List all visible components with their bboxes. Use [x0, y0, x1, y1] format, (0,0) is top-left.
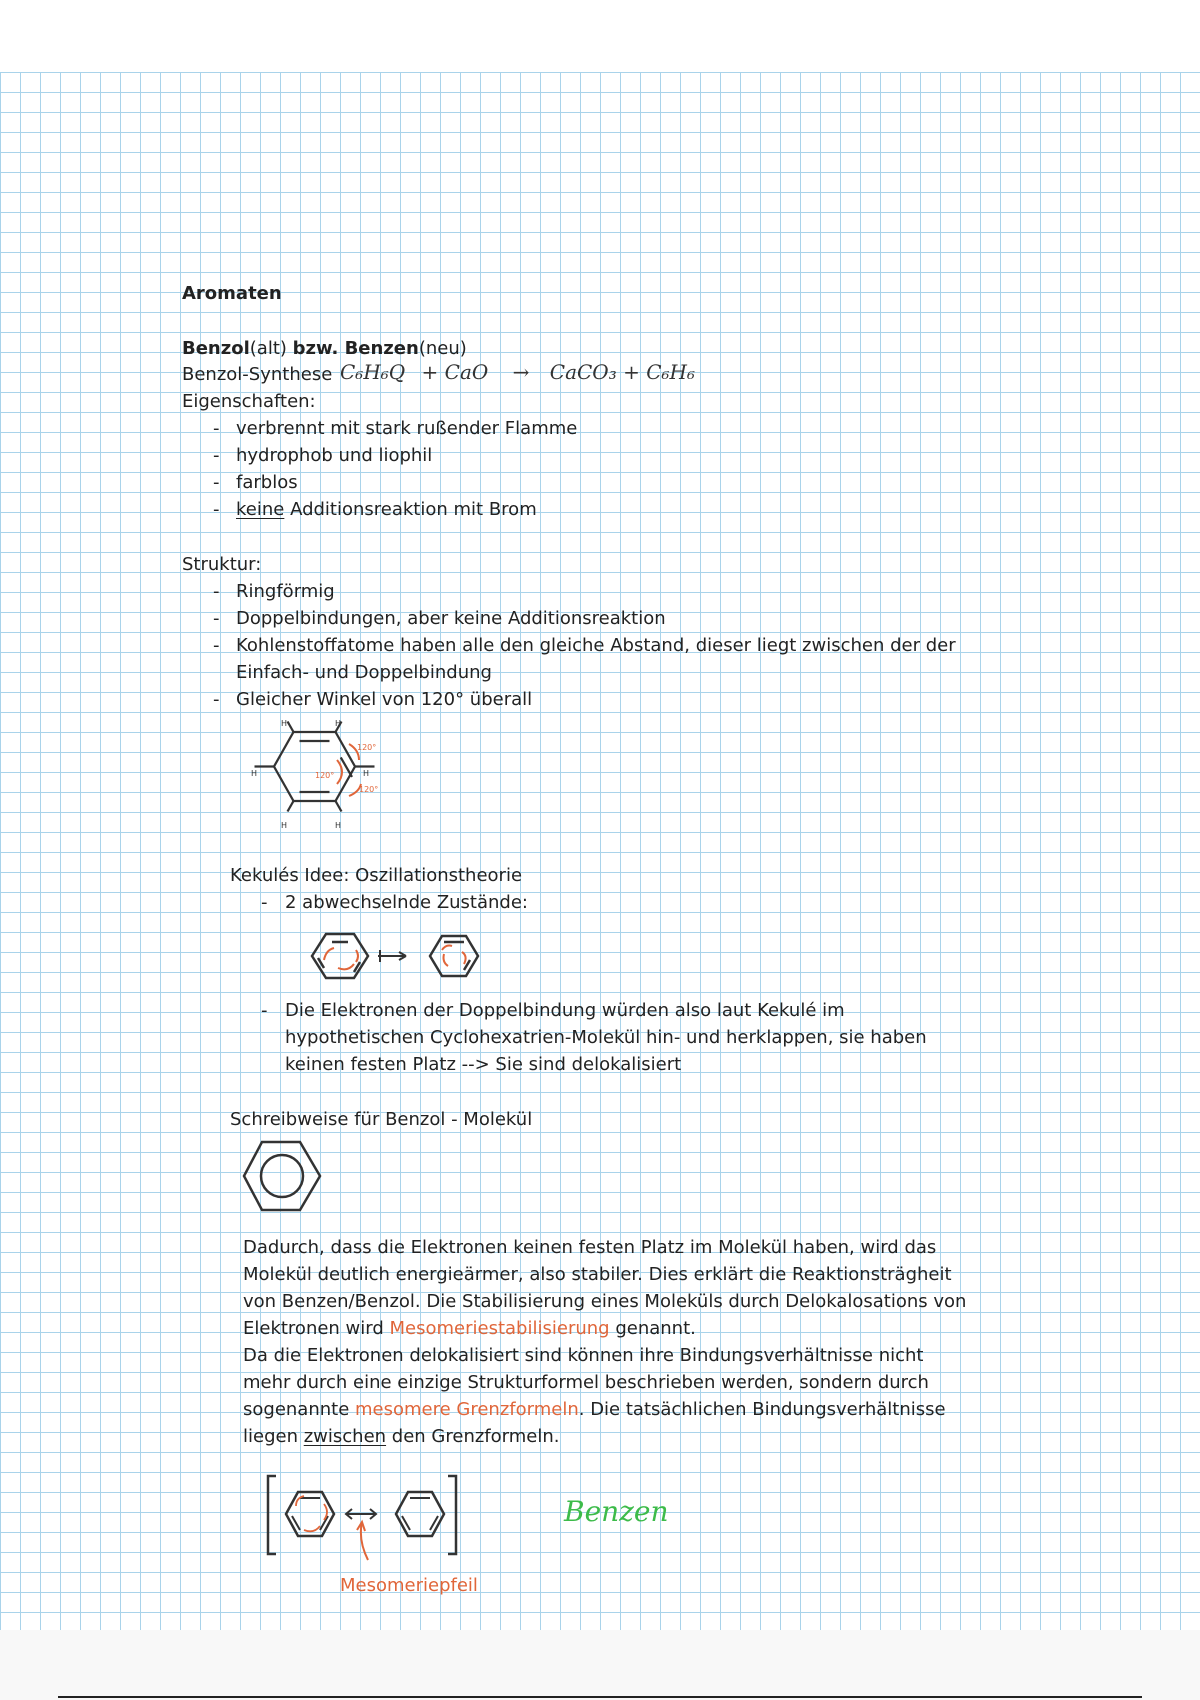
paragraph-line: Dadurch, dass die Elektronen keinen festen Platz im Molekül haben, wird das	[243, 1237, 937, 1258]
page-title: Aromaten	[182, 283, 282, 304]
structure-item: Gleicher Winkel von 120° überall	[236, 689, 533, 710]
benzene-ring-notation-icon	[242, 1140, 322, 1212]
property-item: hydrophob und liophil	[236, 445, 433, 466]
structure-item-continued: Einfach- und Doppelbindung	[236, 662, 492, 683]
grid-paper	[0, 72, 1200, 1630]
term-mesomere-grenzformeln: mesomere Grenzformeln	[355, 1399, 579, 1420]
paragraph-text: den Grenzformeln.	[386, 1426, 560, 1447]
paragraph-text: genannt.	[609, 1318, 696, 1339]
property-item: verbrennt mit stark rußender Flamme	[236, 418, 578, 439]
h-atom-label: H	[281, 821, 288, 830]
bullet-dash: -	[213, 635, 220, 656]
bullet-dash: -	[213, 499, 220, 520]
eq-products: CaCO₃ + C₆H₆	[549, 360, 695, 384]
structure-item: Ringförmig	[236, 581, 335, 602]
paragraph-text: . Die tatsächlichen Bindungsverhältnisse	[578, 1399, 946, 1420]
eq-arrow: →	[512, 360, 530, 384]
bullet-dash: -	[261, 1000, 268, 1021]
paragraph-line	[243, 1425, 559, 1449]
eq-reactant-1: C₆H₆Q	[340, 360, 406, 384]
benzol-heading	[182, 337, 467, 361]
benzol-heading-part4: (neu)	[418, 338, 467, 359]
page-bottom-band	[0, 1630, 1200, 1700]
bullet-dash: -	[213, 689, 220, 710]
paragraph-line: von Benzen/Benzol. Die Stabilisierung eines Moleküls durch Delokalosations von	[243, 1291, 967, 1312]
paragraph-text: liegen	[243, 1426, 304, 1447]
benzol-heading-part3: bzw. Benzen	[292, 338, 419, 359]
angle-label: 120°	[315, 771, 335, 780]
eq-reactant-2: + CaO	[421, 360, 489, 384]
kekule-structures-diagram	[298, 928, 498, 984]
benzol-heading-part2: (alt)	[249, 338, 293, 359]
paragraph-line: mehr durch eine einzige Strukturformel beschrieben werden, sondern durch	[243, 1372, 929, 1393]
bullet-dash: -	[261, 892, 268, 913]
h-atom-label: H	[281, 719, 288, 728]
term-mesomeriestabilisierung: Mesomeriestabilisierung	[389, 1318, 610, 1339]
kekule-explanation-line: hypothetischen Cyclohexatrien-Molekül hin- und herklappen, sie haben	[285, 1027, 927, 1048]
bullet-dash: -	[213, 581, 220, 602]
properties-label: Eigenschaften:	[182, 391, 316, 412]
synthesis-equation	[340, 360, 695, 384]
h-atom-label: H	[335, 719, 342, 728]
property-emphasis: keine	[236, 499, 285, 520]
kekule-explanation-line: Die Elektronen der Doppelbindung würden also laut Kekulé im	[285, 1000, 845, 1021]
paragraph-text: Elektronen wird	[243, 1318, 390, 1339]
angle-label: 120°	[359, 785, 379, 794]
property-item	[236, 498, 537, 522]
synthesis-label: Benzol-Synthese	[182, 364, 333, 385]
mesomerie-arrow-label: Mesomeriepfeil	[340, 1575, 478, 1596]
paragraph-line	[243, 1398, 946, 1422]
notation-heading: Schreibweise für Benzol - Molekül	[230, 1109, 533, 1130]
paragraph-line: Da die Elektronen delokalisiert sind können ihre Bindungsverhältnisse nicht	[243, 1345, 924, 1366]
h-atom-label: H	[251, 769, 258, 778]
structure-item: Doppelbindungen, aber keine Additionsreaktion	[236, 608, 666, 629]
emphasis-zwischen: zwischen	[303, 1426, 387, 1447]
angle-label: 120°	[357, 743, 377, 752]
property-item: farblos	[236, 472, 298, 493]
bullet-dash: -	[213, 418, 220, 439]
benzene-structure-diagram	[245, 720, 395, 830]
bullet-dash: -	[213, 472, 220, 493]
structure-label: Struktur:	[182, 554, 262, 575]
kekule-point: 2 abwechselnde Zustände:	[285, 892, 528, 913]
benzen-handwritten-label: Benzen	[564, 1495, 669, 1528]
h-atom-label: H	[363, 769, 370, 778]
property-rest: Additionsreaktion mit Brom	[284, 499, 537, 520]
kekule-explanation-line: keinen festen Platz --> Sie sind delokalisiert	[285, 1054, 682, 1075]
structure-item: Kohlenstoffatome haben alle den gleiche Abstand, dieser liegt zwischen der der	[236, 635, 956, 656]
mesomeric-structures-diagram	[262, 1472, 462, 1564]
paragraph-line	[243, 1317, 696, 1341]
kekule-heading: Kekulés Idee: Oszillationstheorie	[230, 865, 523, 886]
benzol-heading-part1: Benzol	[182, 338, 250, 359]
paragraph-line: Molekül deutlich energieärmer, also stabiler. Dies erklärt die Reaktionsträgheit	[243, 1264, 952, 1285]
h-atom-label: H	[335, 821, 342, 830]
bullet-dash: -	[213, 445, 220, 466]
paragraph-text: sogenannte	[243, 1399, 355, 1420]
bullet-dash: -	[213, 608, 220, 629]
footer-rule	[58, 1696, 1142, 1698]
